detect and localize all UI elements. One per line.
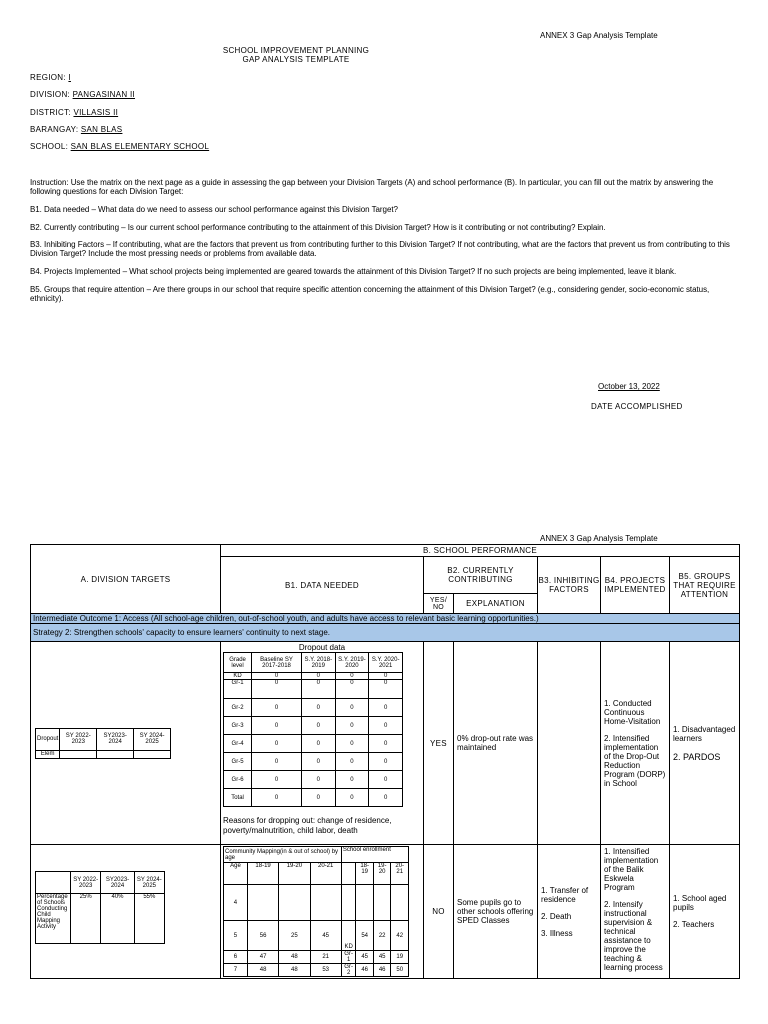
- dropout-cell: 0: [252, 735, 302, 753]
- row1-inhibiting-factors: [538, 642, 601, 845]
- dropout-cell: Gr-2: [224, 699, 252, 717]
- se-header: 20-21: [391, 863, 409, 885]
- dropout-cell: 0: [252, 789, 302, 807]
- se-cell: 19: [391, 951, 409, 964]
- dropout-reasons: Reasons for dropping out: change of residence, poverty/malnutrition, child labor, death: [223, 816, 392, 835]
- row2-project-item: 2. Intensify instructional supervision & technical assistance to improve the teaching & learning process: [604, 900, 663, 972]
- target-child-mapping-cell: [31, 845, 221, 979]
- cm-header: 18-19: [247, 863, 278, 885]
- child-mapping-target-header: [36, 872, 71, 894]
- region-label: REGION:: [30, 73, 66, 82]
- dropout-cell: 0: [301, 680, 335, 699]
- cm-cell: 45: [310, 921, 341, 951]
- instruction-b5: B5. Groups that require attention – Are there groups in our school that require specific attention concerning the attainment of this Division Target? (e.g., considering gender, socio-economic status, ethnicity).: [30, 285, 710, 303]
- region-line: [30, 73, 71, 82]
- cm-cell: 48: [279, 951, 310, 964]
- col-explanation: EXPLANATION: [454, 594, 538, 614]
- annex-label-page2: ANNEX 3 Gap Analysis Template: [540, 534, 658, 543]
- dropout-cell: 0: [369, 753, 403, 771]
- strategy-row: Strategy 2: Strengthen schools' capacity to ensure learners' continuity to next stage.: [31, 624, 740, 642]
- row1-project-item: 1. Conducted Continuous Home-Visitation: [604, 698, 661, 726]
- child-mapping-target-header: SY 2024-2025: [134, 872, 164, 894]
- dropout-cell: 0: [335, 735, 369, 753]
- row1-yes-no: YES: [424, 642, 454, 845]
- instruction-b4: B4. Projects Implemented – What school projects being implemented are geared towards the attainment of this Division Target? If no such projects are being implemented, leave it blank.: [30, 267, 677, 276]
- cm-cell: [279, 885, 310, 921]
- child-mapping-target-cell: 55%: [134, 894, 164, 944]
- child-mapping-target-cell: 40%: [101, 894, 134, 944]
- division-line: [30, 90, 135, 99]
- community-mapping-cell: [221, 845, 424, 979]
- dropout-cell: 0: [301, 771, 335, 789]
- dropout-target-header: SY2023-2024: [97, 728, 134, 750]
- dropout-cell: 0: [369, 680, 403, 699]
- row2-inhibiting-item: 3. Illness: [541, 928, 573, 938]
- date-accomplished-value: October 13, 2022: [598, 382, 660, 391]
- dropout-cell: 0: [335, 699, 369, 717]
- dropout-cell: 0: [369, 699, 403, 717]
- row2-group-item: 2. Teachers: [673, 920, 715, 929]
- col-school-performance: B. SCHOOL PERFORMANCE: [221, 545, 740, 557]
- instruction-b3: B3. Inhibiting Factors – If contributing, what are the factors that prevent us from contributing further to this Division Target? If not contributing, what are the factors that prevent us from contributing to this Division Target? Include the most pressing needs or problems from available data.: [30, 240, 730, 258]
- annex-label: ANNEX 3 Gap Analysis Template: [540, 31, 658, 40]
- row1-group-item: 2. PARDOS: [673, 751, 721, 762]
- cm-cell: 48: [279, 964, 310, 977]
- cm-cell: 56: [247, 921, 278, 951]
- se-cell: 45: [356, 951, 374, 964]
- se-cell: KD: [341, 921, 356, 951]
- child-mapping-target-table: [35, 871, 165, 944]
- dropout-cell: Gr-4: [224, 735, 252, 753]
- dropout-cell: 0: [252, 753, 302, 771]
- instruction-intro: Instruction: Use the matrix on the next page as a guide in assessing the gap between your Division Targets (A) and school performance (B). In particular, you can fill out the matrix by answering the following questions for each Division Target:: [30, 178, 714, 196]
- se-header: [341, 863, 356, 885]
- school-label: SCHOOL:: [30, 142, 69, 151]
- school-enrollment-title: School enrollment: [341, 847, 408, 863]
- dropout-cell: 0: [252, 699, 302, 717]
- dropout-target-header: SY 2022-2023: [60, 728, 97, 750]
- row2-project-item: 1. Intensified implementation of the Balik Eskwela Program: [604, 847, 659, 892]
- dropout-cell: 0: [369, 717, 403, 735]
- dropout-header: S.Y. 2019-2020: [335, 653, 369, 673]
- cm-cell: 21: [310, 951, 341, 964]
- cm-cell: [310, 885, 341, 921]
- col-b4-projects-implemented: B4. PROJECTS IMPLEMENTED: [601, 557, 670, 614]
- se-cell: 46: [356, 964, 374, 977]
- row2-projects: [601, 845, 670, 979]
- dropout-cell: KD: [224, 673, 252, 680]
- cm-cell: 48: [247, 964, 278, 977]
- region-value: I: [68, 73, 71, 82]
- se-cell: [341, 885, 356, 921]
- dropout-target-cell: Elem: [36, 750, 60, 758]
- row2-group-item: 1. School aged pupils: [673, 894, 727, 912]
- dropout-cell: 0: [301, 789, 335, 807]
- cm-header: Age: [224, 863, 248, 885]
- dropout-target-cell: [60, 750, 97, 758]
- se-header: 18-19: [356, 863, 374, 885]
- dropout-cell: 0: [301, 673, 335, 680]
- dropout-cell: 0: [335, 789, 369, 807]
- dropout-cell: 0: [369, 673, 403, 680]
- dropout-cell: 0: [301, 753, 335, 771]
- col-b1-data-needed: B1. DATA NEEDED: [221, 557, 424, 614]
- child-mapping-target-cell: 25%: [71, 894, 101, 944]
- se-cell: Gr-2: [341, 964, 356, 977]
- col-division-targets: A. DIVISION TARGETS: [31, 545, 221, 614]
- community-mapping-title: Community Mapping(in & out of school) by age: [224, 847, 342, 863]
- dropout-cell: Gr-3: [224, 717, 252, 735]
- instruction-b2: B2. Currently contributing – Is our current school performance contributing to the attainment of this Division Target? How is it contributing or not contributing? Explain.: [30, 223, 606, 232]
- row2-inhibiting-item: 1. Transfer of residence: [541, 885, 589, 904]
- dropout-cell: 0: [369, 735, 403, 753]
- dropout-target-header: Dropout: [36, 728, 60, 750]
- col-b5-groups-attention: B5. GROUPS THAT REQUIRE ATTENTION: [670, 557, 740, 614]
- dropout-data-table: [223, 652, 403, 807]
- dropout-data-cell: [221, 642, 424, 845]
- cm-cell: 5: [224, 921, 248, 951]
- se-cell: [356, 885, 374, 921]
- se-cell: 45: [373, 951, 391, 964]
- dropout-cell: 0: [335, 680, 369, 699]
- se-cell: 46: [373, 964, 391, 977]
- barangay-value: SAN BLAS: [80, 125, 123, 134]
- dropout-target-table: [35, 728, 171, 759]
- dropout-cell: Gr-5: [224, 753, 252, 771]
- dropout-cell: 0: [301, 699, 335, 717]
- title-line-1: SCHOOL IMPROVEMENT PLANNING: [222, 46, 370, 55]
- col-yes-no: YES/ NO: [424, 594, 454, 614]
- dropout-cell: 0: [335, 771, 369, 789]
- division-value: PANGASINAN II: [72, 90, 136, 99]
- cm-header: 19-20: [279, 863, 310, 885]
- cm-cell: 25: [279, 921, 310, 951]
- se-cell: Gr-1: [341, 951, 356, 964]
- cm-cell: 6: [224, 951, 248, 964]
- child-mapping-target-header: SY 2022-2023: [71, 872, 101, 894]
- row2-groups: [670, 845, 740, 979]
- school-value: SAN BLAS ELEMENTARY SCHOOL: [70, 142, 210, 151]
- cm-cell: [247, 885, 278, 921]
- community-mapping-table: [223, 846, 409, 977]
- row2-inhibiting-item: 2. Death: [541, 911, 572, 921]
- dropout-cell: 0: [369, 771, 403, 789]
- se-cell: 50: [391, 964, 409, 977]
- dropout-cell: Total: [224, 789, 252, 807]
- division-label: DIVISION:: [30, 90, 71, 99]
- dropout-cell: 0: [252, 673, 302, 680]
- se-cell: [373, 885, 391, 921]
- se-cell: 54: [356, 921, 374, 951]
- se-cell: 22: [373, 921, 391, 951]
- target-dropout-cell: [31, 642, 221, 845]
- dropout-header: S.Y. 2020-2021: [369, 653, 403, 673]
- dropout-cell: Gr-6: [224, 771, 252, 789]
- dropout-target-header: SY 2024-2025: [134, 728, 171, 750]
- se-cell: 42: [391, 921, 409, 951]
- district-label: DISTRICT:: [30, 108, 71, 117]
- document-title: [176, 46, 416, 64]
- dropout-header: S.Y. 2018-2019: [301, 653, 335, 673]
- barangay-label: BARANGAY:: [30, 125, 79, 134]
- dropout-cell: Gr-1: [224, 680, 252, 699]
- date-accomplished-label: DATE ACCOMPLISHED: [591, 402, 683, 411]
- district-value: VILLASIS II: [73, 108, 119, 117]
- se-cell: [391, 885, 409, 921]
- dropout-cell: 0: [252, 680, 302, 699]
- child-mapping-target-cell: Percentage of Schools Conducting Child Mapping Activity: [36, 894, 71, 944]
- col-b3-inhibiting-factors: B3. INHIBITING FACTORS: [538, 557, 601, 614]
- school-line: [30, 142, 209, 151]
- dropout-header: Baseline SY 2017-2018: [252, 653, 302, 673]
- dropout-target-cell: [97, 750, 134, 758]
- row1-project-item: 2. Intensified implementation of the Drop-Out Reduction Program (DORP) in School: [604, 733, 666, 788]
- cm-cell: 47: [247, 951, 278, 964]
- dropout-header: Grade level: [224, 653, 252, 673]
- dropout-cell: 0: [335, 753, 369, 771]
- dropout-cell: 0: [252, 717, 302, 735]
- title-line-2: GAP ANALYSIS TEMPLATE: [242, 55, 350, 64]
- intermediate-outcome-row: Intermediate Outcome 1: Access (All school-age children, out-of-school youth, and adults have access to relevant basic learning opportunities.): [31, 614, 740, 624]
- col-b2-currently-contributing: B2. CURRENTLY CONTRIBUTING: [424, 557, 538, 594]
- district-line: [30, 108, 118, 117]
- gap-analysis-table: [30, 544, 740, 979]
- barangay-line: [30, 125, 122, 134]
- cm-cell: 53: [310, 964, 341, 977]
- instruction-b1: B1. Data needed – What data do we need to assess our school performance against this Division Target?: [30, 205, 398, 214]
- child-mapping-target-header: SY2023-2024: [101, 872, 134, 894]
- row1-projects: [601, 642, 670, 845]
- row2-inhibiting-factors: [538, 845, 601, 979]
- row1-explanation: 0% drop-out rate was maintained: [454, 642, 538, 845]
- dropout-cell: 0: [369, 789, 403, 807]
- dropout-cell: 0: [252, 771, 302, 789]
- cm-header: 20-21: [310, 863, 341, 885]
- dropout-cell: 0: [301, 735, 335, 753]
- row2-explanation: Some pupils go to other schools offering SPED Classes: [454, 845, 538, 979]
- row1-groups: [670, 642, 740, 845]
- cm-cell: 4: [224, 885, 248, 921]
- cm-cell: 7: [224, 964, 248, 977]
- row1-group-item: 1. Disadvantaged learners: [673, 724, 736, 743]
- se-header: 19-20: [373, 863, 391, 885]
- dropout-target-cell: [134, 750, 171, 758]
- row2-yes-no: NO: [424, 845, 454, 979]
- dropout-cell: 0: [301, 717, 335, 735]
- dropout-cell: 0: [335, 673, 369, 680]
- dropout-data-title: Dropout data: [298, 643, 346, 652]
- dropout-cell: 0: [335, 717, 369, 735]
